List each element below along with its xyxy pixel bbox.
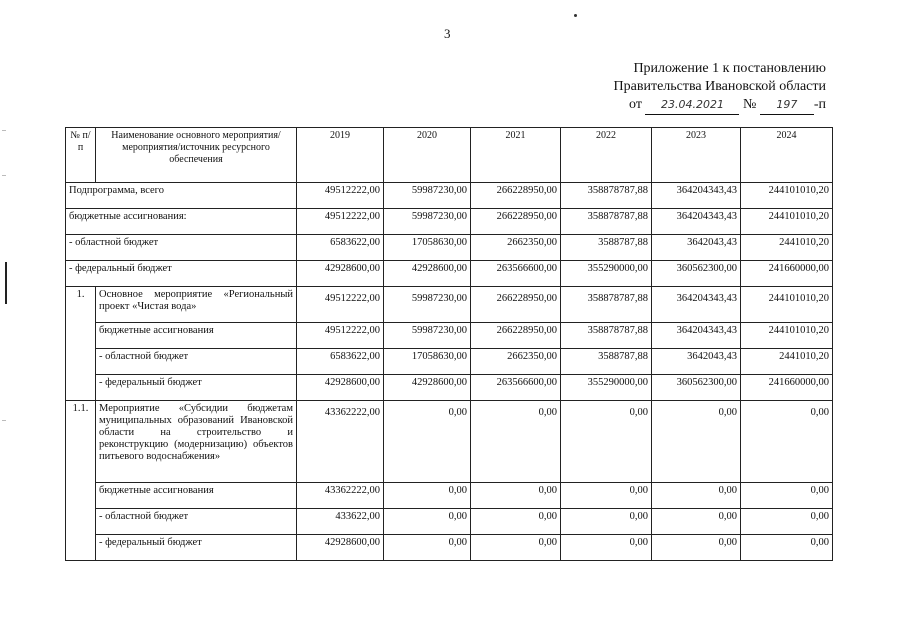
number-suffix: -п <box>813 97 826 112</box>
cell-value: 59987230,00 <box>384 183 471 209</box>
cell-value: 17058630,00 <box>384 349 471 375</box>
cell-value: 244101010,20 <box>741 209 833 235</box>
cell-value: 364204343,43 <box>652 209 741 235</box>
table-row <box>66 483 833 509</box>
row-label: Подпрограмма, всего <box>66 183 297 209</box>
cell-value: 263566600,00 <box>471 375 561 401</box>
cell-value: 364204343,43 <box>652 183 741 209</box>
cell-value: 0,00 <box>471 535 561 561</box>
cell-value: 0,00 <box>652 509 741 535</box>
appendix-line-2: Правительства Ивановской области <box>613 79 826 94</box>
table-row <box>66 209 833 235</box>
table-row <box>66 375 833 401</box>
cell-value: 433622,00 <box>297 509 384 535</box>
cell-value: 0,00 <box>471 483 561 509</box>
cell-value: 360562300,00 <box>652 261 741 287</box>
cell-value: 266228950,00 <box>471 209 561 235</box>
cell-value: 0,00 <box>652 535 741 561</box>
row-label: - областной бюджет <box>66 235 297 261</box>
cell-value: 59987230,00 <box>384 287 471 323</box>
row-label: бюджетные ассигнования <box>96 483 297 509</box>
cell-value: 244101010,20 <box>741 323 833 349</box>
cell-value: 42928600,00 <box>297 375 384 401</box>
cell-value: 0,00 <box>741 483 833 509</box>
cell-value: 0,00 <box>741 535 833 561</box>
appendix-line-1: Приложение 1 к постановлению <box>633 61 826 76</box>
cell-value: 263566600,00 <box>471 261 561 287</box>
cell-value: 0,00 <box>384 483 471 509</box>
cell-value: 364204343,43 <box>652 287 741 323</box>
cell-value: 355290000,00 <box>561 261 652 287</box>
table-row <box>66 287 833 323</box>
cell-value: 49512222,00 <box>297 209 384 235</box>
cell-value: 0,00 <box>384 509 471 535</box>
table-row <box>66 535 833 561</box>
margin-tick <box>2 130 6 131</box>
cell-value: 0,00 <box>741 401 833 483</box>
margin-tick <box>2 175 6 176</box>
cell-value: 49512222,00 <box>297 323 384 349</box>
from-label: от <box>629 97 642 112</box>
table-row <box>66 401 833 483</box>
cell-value: 49512222,00 <box>297 287 384 323</box>
cell-value: 0,00 <box>561 483 652 509</box>
table-row <box>66 261 833 287</box>
cell-value: 43362222,00 <box>297 401 384 483</box>
handwritten-number: 197 <box>760 96 814 115</box>
row-label: бюджетные ассигнования <box>96 323 297 349</box>
cell-value: 244101010,20 <box>741 287 833 323</box>
cell-value: 266228950,00 <box>471 183 561 209</box>
appendix-header <box>614 60 826 115</box>
header-year: 2024 <box>741 128 833 183</box>
cell-value: 0,00 <box>652 483 741 509</box>
cell-value: 0,00 <box>471 401 561 483</box>
cell-value: 266228950,00 <box>471 323 561 349</box>
cell-value: 2662350,00 <box>471 235 561 261</box>
cell-value: 2441010,20 <box>741 235 833 261</box>
table-row <box>66 183 833 209</box>
header-year: 2020 <box>384 128 471 183</box>
row-label: - областной бюджет <box>96 509 297 535</box>
row-label: - областной бюджет <box>96 349 297 375</box>
table-row <box>66 323 833 349</box>
cell-value: 2662350,00 <box>471 349 561 375</box>
cell-value: 42928600,00 <box>297 535 384 561</box>
cell-value: 0,00 <box>652 401 741 483</box>
cell-value: 59987230,00 <box>384 209 471 235</box>
row-label: - федеральный бюджет <box>66 261 297 287</box>
cell-value: 3642043,43 <box>652 349 741 375</box>
row-label: бюджетные ассигнования: <box>66 209 297 235</box>
cell-value: 42928600,00 <box>384 261 471 287</box>
item-title: Мероприятие «Субсидии бюджетам муниципальных образований Ивановской области на строительство и реконструкцию (модернизацию) объектов питьевого водоснабжения» <box>96 401 297 483</box>
table-row <box>66 349 833 375</box>
header-year: 2019 <box>297 128 384 183</box>
cell-value: 241660000,00 <box>741 375 833 401</box>
cell-value: 0,00 <box>384 535 471 561</box>
cell-value: 0,00 <box>741 509 833 535</box>
cell-value: 244101010,20 <box>741 183 833 209</box>
cell-value: 358878787,88 <box>561 209 652 235</box>
cell-value: 3588787,88 <box>561 349 652 375</box>
cell-value: 49512222,00 <box>297 183 384 209</box>
cell-value: 3588787,88 <box>561 235 652 261</box>
cell-value: 0,00 <box>471 509 561 535</box>
cell-value: 0,00 <box>561 535 652 561</box>
cell-value: 0,00 <box>561 509 652 535</box>
cell-value: 59987230,00 <box>384 323 471 349</box>
page-number: 3 <box>444 26 451 41</box>
cell-value: 355290000,00 <box>561 375 652 401</box>
cell-value: 43362222,00 <box>297 483 384 509</box>
header-row <box>66 128 833 183</box>
row-label: - федеральный бюджет <box>96 535 297 561</box>
header-name: Наименование основного мероприятия/мероприятия/источник ресурсного обеспечения <box>96 128 297 183</box>
margin-mark <box>5 262 7 304</box>
cell-value: 42928600,00 <box>384 375 471 401</box>
cell-value: 0,00 <box>561 401 652 483</box>
cell-value: 358878787,88 <box>561 287 652 323</box>
number-label: № <box>742 97 757 112</box>
appendix-line-3 <box>614 96 826 115</box>
cell-value: 42928600,00 <box>297 261 384 287</box>
margin-tick <box>2 420 6 421</box>
table-row <box>66 235 833 261</box>
cell-value: 6583622,00 <box>297 235 384 261</box>
header-year: 2022 <box>561 128 652 183</box>
header-index: № п/п <box>66 128 96 183</box>
budget-table <box>65 127 833 561</box>
row-label: - федеральный бюджет <box>96 375 297 401</box>
cell-value: 241660000,00 <box>741 261 833 287</box>
cell-value: 360562300,00 <box>652 375 741 401</box>
cell-value: 3642043,43 <box>652 235 741 261</box>
cell-value: 358878787,88 <box>561 183 652 209</box>
cell-value: 266228950,00 <box>471 287 561 323</box>
table-row <box>66 509 833 535</box>
header-year: 2021 <box>471 128 561 183</box>
item-index: 1. <box>66 287 96 401</box>
cell-value: 358878787,88 <box>561 323 652 349</box>
handwritten-date: 23.04.2021 <box>645 96 739 115</box>
cell-value: 0,00 <box>384 401 471 483</box>
item-index: 1.1. <box>66 401 96 561</box>
item-title: Основное мероприятие «Региональный проект «Чистая вода» <box>96 287 297 323</box>
cell-value: 2441010,20 <box>741 349 833 375</box>
header-year: 2023 <box>652 128 741 183</box>
cell-value: 6583622,00 <box>297 349 384 375</box>
cell-value: 17058630,00 <box>384 235 471 261</box>
cell-value: 364204343,43 <box>652 323 741 349</box>
speck-mark <box>574 14 577 17</box>
